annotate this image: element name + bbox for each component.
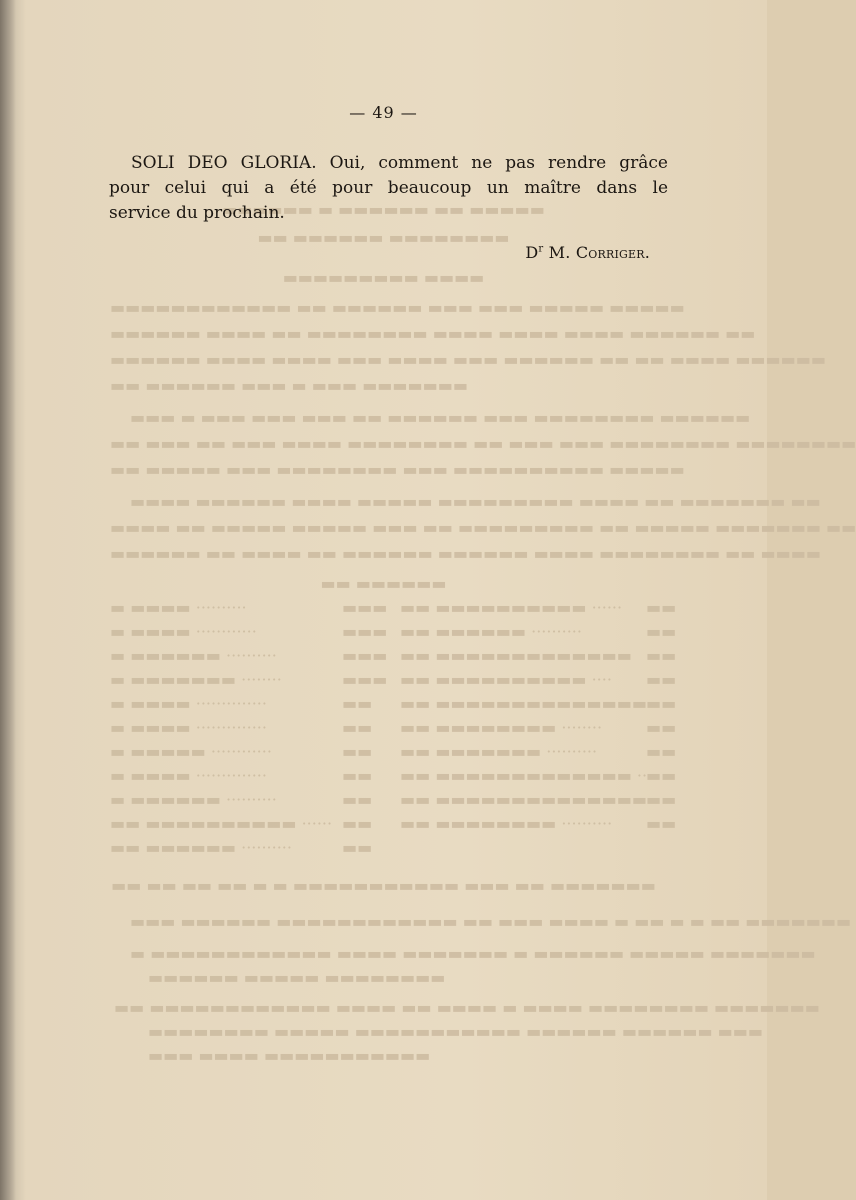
show-through-text: ▬▬▬▬▬▬▬▬ ▬▬▬▬▬ ▬▬▬▬▬▬▬▬▬▬▬ ▬▬▬▬▬▬ ▬▬▬▬▬▬ ▬▬▬ <box>148 1022 763 1041</box>
show-through-text: ▬▬▬ ▬▬▬▬ ▬▬▬▬▬▬▬▬▬▬▬ <box>148 1046 431 1065</box>
show-through-text: ▬▬ ▬▬▬▬▬▬▬▬▬▬▬▬ ▬▬▬▬ ▬▬ ▬▬▬▬ ▬ ▬▬▬▬ ▬▬▬▬▬▬▬▬ ▬▬▬▬▬▬▬ <box>114 998 820 1017</box>
show-through-text: ▬▬ ▬▬▬▬▬▬ ▬▬▬▬▬▬▬▬ <box>257 228 510 247</box>
show-through-text: ▬▬ ▬▬▬▬▬▬ ▬▬▬ ▬ ▬▬▬ ▬▬▬▬▬▬▬ <box>110 376 469 395</box>
page-binding-shadow <box>0 0 16 1200</box>
author-signature <box>450 243 650 262</box>
show-through-text: ▬▬▬▬ ▬▬▬▬▬▬ ▬▬▬▬ ▬▬▬▬▬ ▬▬▬▬▬▬▬▬▬ ▬▬▬▬ ▬▬ ▬▬▬▬▬▬▬ ▬▬ <box>130 492 821 511</box>
signature-initial: M. <box>548 243 571 262</box>
show-through-text: ▬▬▬ ▬▬▬▬▬▬ ▬▬▬▬▬▬▬▬▬▬▬▬ ▬▬ ▬▬▬ ▬▬▬▬ ▬ ▬▬ ▬ ▬ ▬▬ ▬▬▬▬▬▬▬ <box>130 912 852 931</box>
paragraph-line: SOLI DEO GLORIA. Oui, comment ne pas rendre grâce <box>131 153 668 173</box>
show-through-text: ▬▬▬▬ ▬▬ ▬▬▬▬▬ ▬▬▬▬▬ ▬▬▬ ▬▬ ▬▬▬▬▬▬▬▬▬ ▬▬ ▬▬▬▬▬ ▬▬▬▬▬▬▬ ▬▬ <box>110 518 856 537</box>
paragraph-line: pour celui qui a été pour beaucoup un maître dans le <box>109 178 668 198</box>
show-through-text: ▬▬ ▬▬▬ ▬▬ ▬▬▬ ▬▬▬▬ ▬▬▬▬▬▬▬▬ ▬▬ ▬▬▬ ▬▬▬ ▬▬▬▬▬▬▬▬ ▬▬▬▬▬▬▬▬ <box>110 434 856 453</box>
signature-name: Corriger. <box>575 243 650 262</box>
show-through-text: ▬▬▬▬▬▬ ▬▬▬▬▬ ▬▬▬▬▬▬▬▬ <box>148 968 446 987</box>
show-through-table: ▬ ▬▬▬▬ ·········· ▬▬▬ ▬▬ ▬▬▬▬▬▬▬▬▬▬ ······ ▬▬ ▬ ▬▬▬▬ ············ ▬▬▬ ▬▬ ▬▬▬▬▬▬ ·········· ▬▬ ▬ ▬▬▬▬▬▬ ·········· ▬▬▬ ▬▬ ▬▬▬▬▬▬▬▬▬▬▬▬▬ ▬▬ ▬ ▬▬▬▬▬▬▬ ········ ▬▬▬ ▬▬ ▬▬▬▬▬▬▬▬▬▬ ···· ▬▬ ▬ ▬▬▬▬ ·············· ▬▬ ▬▬ ▬▬▬▬▬▬▬▬▬▬▬▬▬▬ ▬▬ ▬ ▬▬▬▬ ·············· ▬▬ ▬▬ ▬▬▬▬▬▬▬▬ ········ ▬▬ ▬ ▬▬▬▬▬ ············ ▬▬ ▬▬ ▬▬▬▬▬▬▬ ·········· ▬▬ ▬ ▬▬▬▬ ·············· ▬▬ ▬▬ ▬▬▬▬▬▬▬▬▬▬▬▬▬ ·· ▬▬ ▬ ▬▬▬▬▬▬ ·········· ▬▬ ▬▬ ▬▬▬▬▬▬▬▬▬▬▬▬▬▬ ▬▬ ▬▬ ▬▬▬▬▬▬▬▬▬▬ ······ ▬▬ ▬▬ ▬▬▬▬▬▬▬▬ ·········· ▬▬ ▬▬ ▬▬▬▬▬▬ ·········· ▬▬ <box>110 598 677 857</box>
show-through-text: ▬▬▬▬▬▬ ▬▬▬▬ ▬▬ ▬▬▬▬▬▬▬▬ ▬▬▬▬ ▬▬▬▬ ▬▬▬▬ ▬▬▬▬▬▬ ▬▬ <box>110 324 756 343</box>
show-through-text: ▬▬▬▬▬▬▬▬▬▬▬▬ ▬▬ ▬▬▬▬▬▬ ▬▬▬ ▬▬▬ ▬▬▬▬▬ ▬▬▬▬▬ <box>110 298 685 317</box>
show-through-text: ▬▬ ▬▬▬▬▬ ▬▬▬ ▬▬▬▬▬▬▬▬ ▬▬▬ ▬▬▬▬▬▬▬▬▬▬ ▬▬▬▬▬ <box>110 460 685 479</box>
page-number: — 49 — <box>349 103 418 122</box>
show-through-text: ▬▬▬▬▬▬ ▬▬▬▬ ▬▬▬▬ ▬▬▬ ▬▬▬▬ ▬▬▬ ▬▬▬▬▬▬ ▬▬ ▬▬ ▬▬▬▬ ▬▬▬▬▬▬ <box>110 350 827 369</box>
show-through-text: ▬▬▬▬▬▬ ▬▬ ▬▬▬▬ ▬▬ ▬▬▬▬▬▬ ▬▬▬▬▬▬ ▬▬▬▬ ▬▬▬▬▬▬▬▬ ▬▬ ▬▬▬▬ <box>110 544 821 563</box>
show-through-text: ▬▬ ▬▬ ▬▬ ▬▬ ▬ ▬ ▬▬▬▬▬▬▬▬▬▬▬ ▬▬▬ ▬▬ ▬▬▬▬▬▬▬ <box>111 876 656 895</box>
signature-title-sup: r <box>538 243 544 255</box>
show-through-text: ▬ ▬▬▬▬▬▬▬▬▬▬▬▬ ▬▬▬▬ ▬▬▬▬▬▬▬ ▬ ▬▬▬▬▬▬ ▬▬▬▬▬ ▬▬▬▬▬▬▬ <box>130 944 816 963</box>
closing-paragraph <box>109 151 668 226</box>
paragraph-line: service du prochain. <box>109 203 285 223</box>
show-through-text: ▬▬ ▬▬▬▬▬▬ <box>320 574 447 593</box>
show-through-text: ▬▬▬▬▬▬ ▬ ▬▬▬▬▬▬ ▬▬ ▬▬▬▬▬ <box>222 200 545 219</box>
signature-title: D <box>525 243 539 262</box>
show-through-text: ▬▬▬▬▬▬▬▬▬ ▬▬▬▬ <box>282 268 485 287</box>
show-through-text: ▬▬▬ ▬ ▬▬▬ ▬▬▬ ▬▬▬ ▬▬ ▬▬▬▬▬▬ ▬▬▬ ▬▬▬▬▬▬▬▬ ▬▬▬▬▬▬ <box>130 408 751 427</box>
